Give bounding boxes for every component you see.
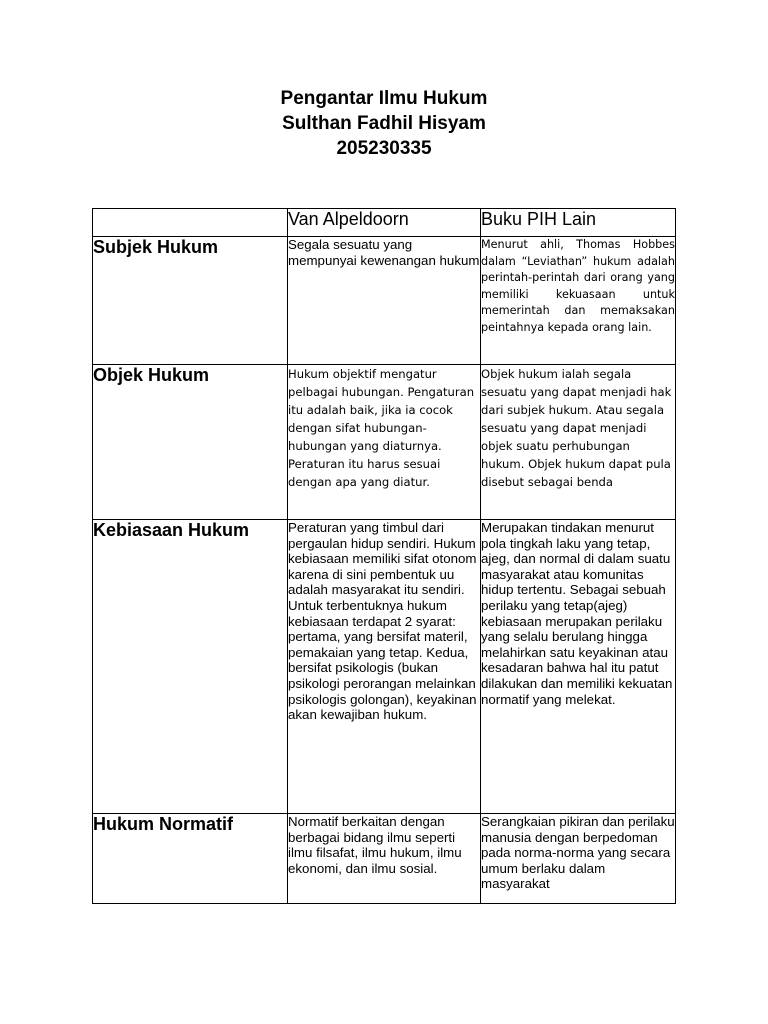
cell-van-alpeldoorn: Normatif berkaitan dengan berbagai bidang ilmu seperti ilmu filsafat, ilmu hukum, ilmu ekonomi, dan ilmu sosial. — [288, 814, 481, 904]
title-author: Sulthan Fadhil Hisyam — [282, 113, 486, 134]
cell-buku-pih-lain: Serangkaian pikiran dan perilaku manusia dengan berpedoman pada norma-norma yang secara umum berlaku dalam masyarakat — [481, 814, 676, 904]
title-student-id: 205230335 — [336, 138, 432, 159]
header-buku-pih-lain: Buku PIH Lain — [481, 209, 676, 237]
header-van-alpeldoorn: Van Alpeldoorn — [288, 209, 481, 237]
table-header-row — [93, 209, 676, 237]
table-row — [93, 365, 676, 520]
table-row — [93, 814, 676, 904]
title-course: Pengantar Ilmu Hukum — [280, 88, 488, 109]
cell-van-alpeldoorn: Segala sesuatu yang mempunyai kewenangan hukum — [288, 237, 481, 365]
cell-buku-pih-lain: Menurut ahli, Thomas Hobbes dalam “Leviathan” hukum adalah perintah-perintah dari orang yang memiliki kekuasaan untuk memerintah dan memaksakan peintahnya kepada orang lain. — [481, 237, 676, 365]
row-label-hukum-normatif: Hukum Normatif — [93, 814, 288, 904]
row-label-subjek-hukum: Subjek Hukum — [93, 237, 288, 365]
cell-buku-pih-lain: Objek hukum ialah segala sesuatu yang dapat menjadi hak dari subjek hukum. Atau segala sesuatu yang dapat menjadi objek suatu perhubungan hukum. Objek hukum dapat pula disebut sebagai benda — [481, 365, 676, 520]
header-empty-cell — [93, 209, 288, 237]
table-row — [93, 520, 676, 814]
cell-van-alpeldoorn: Peraturan yang timbul dari pergaulan hidup sendiri. Hukum kebiasaan memiliki sifat otonom karena di sini pembentuk uu adalah masyarakat itu sendiri. Untuk terbentuknya hukum kebiasaan terdapat 2 syarat: pertama, yang bersifat materil, pemakaian yang tetap. Kedua, bersifat psikologis (bukan psikologi perorangan melainkan psikologis golongan), keyakinan akan kewajiban hukum. — [288, 520, 481, 814]
table-row — [93, 237, 676, 365]
row-label-objek-hukum: Objek Hukum — [93, 365, 288, 520]
cell-buku-pih-lain: Merupakan tindakan menurut pola tingkah laku yang tetap, ajeg, dan normal di dalam suatu masyarakat atau komunitas hidup tertentu. Sebagai sebuah perilaku yang tetap(ajeg) kebiasaan merupakan perilaku yang selalu berulang hingga melahirkan satu keyakinan atau kesadaran bahwa hal itu patut dilakukan dan memiliki kekuatan normatif yang melekat. — [481, 520, 676, 814]
document-title — [0, 86, 768, 161]
row-label-kebiasaan-hukum: Kebiasaan Hukum — [93, 520, 288, 814]
cell-van-alpeldoorn: Hukum objektif mengatur pelbagai hubungan. Pengaturan itu adalah baik, jika ia cocok dengan sifat hubungan-hubungan yang diaturnya. Peraturan itu harus sesuai dengan apa yang diatur. — [288, 365, 481, 520]
comparison-table — [92, 208, 676, 904]
